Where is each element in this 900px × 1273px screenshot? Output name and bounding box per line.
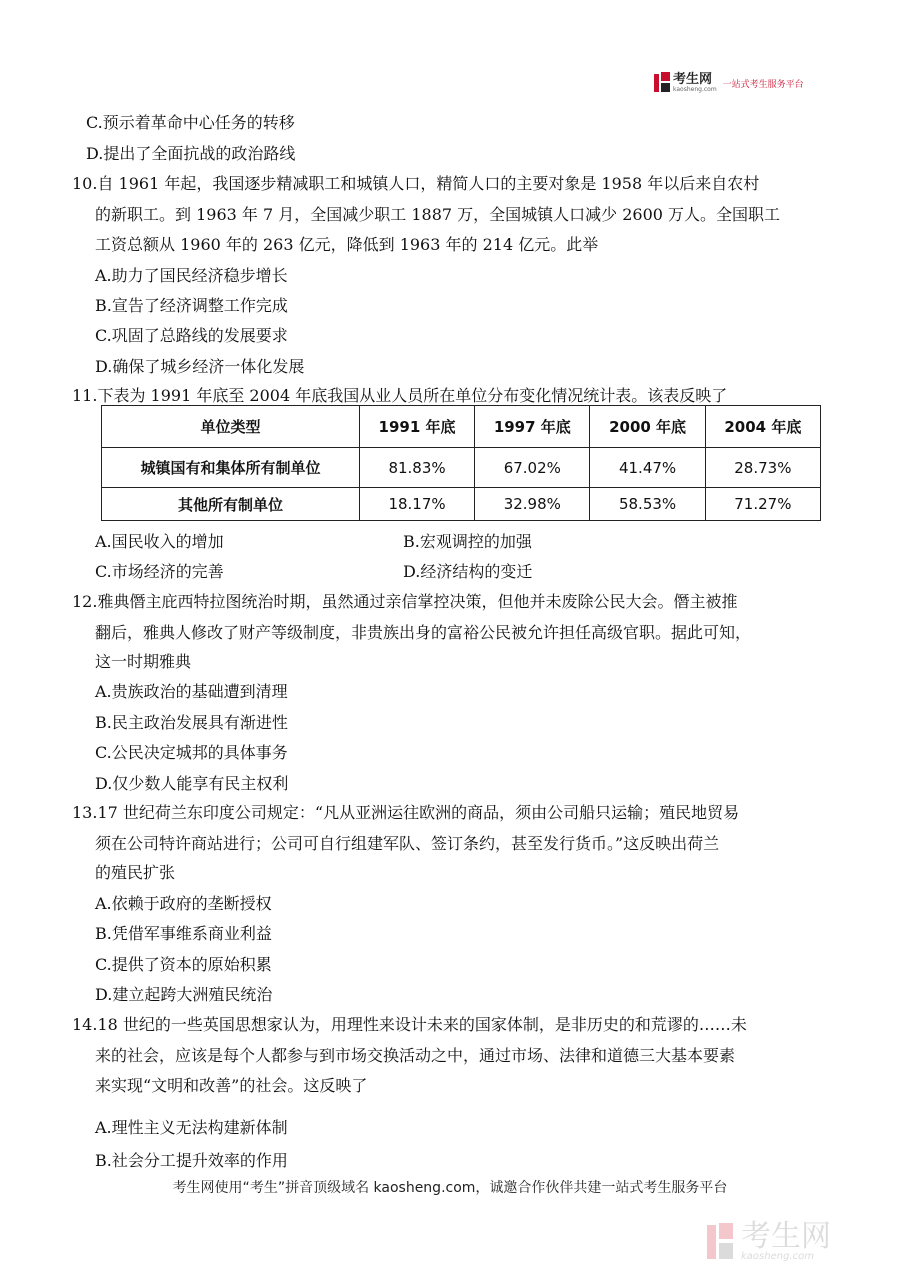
q13-stem-line: 13.17 世纪荷兰东印度公司规定：“凡从亚洲运往欧洲的商品，须由公司船只运输；殖民地贸易 bbox=[72, 803, 740, 822]
q13-option-d: D.建立起跨大洲殖民统治 bbox=[95, 985, 273, 1004]
watermark-url: kaosheng.com bbox=[741, 1251, 814, 1262]
q12-option-b: B.民主政治发展具有渐进性 bbox=[95, 713, 288, 732]
q12-option-d: D.仅少数人能享有民主权利 bbox=[95, 774, 289, 793]
table-row bbox=[102, 448, 821, 488]
table-cell: 58.53% bbox=[590, 488, 705, 521]
watermark-logo bbox=[707, 1219, 831, 1262]
logo-icon bbox=[654, 72, 670, 94]
q13-option-c: C.提供了资本的原始积累 bbox=[95, 955, 272, 974]
employment-distribution-table bbox=[101, 405, 821, 521]
q14-stem-line: 来实现“文明和改善”的社会。这反映了 bbox=[95, 1076, 368, 1095]
q11-option-a: A.国民收入的增加 bbox=[95, 532, 224, 551]
table-header: 单位类型 bbox=[102, 406, 360, 448]
q13-stem-line: 须在公司特许商站进行；公司可自行组建军队、签订条约，甚至发行货币。”这反映出荷兰 bbox=[95, 834, 720, 853]
q10-stem-line: 的新职工。到 1963 年 7 月，全国减少职工 1887 万，全国城镇人口减少 2600 万人。全国职工 bbox=[95, 205, 781, 224]
q10-option-a: A.助力了国民经济稳步增长 bbox=[95, 266, 288, 285]
table-header: 2004 年底 bbox=[705, 406, 820, 448]
table-cell: 28.73% bbox=[705, 448, 820, 488]
q10-stem-line: 10.自 1961 年起，我国逐步精减职工和城镇人口，精简人口的主要对象是 1958 年以后来自农村 bbox=[72, 174, 760, 193]
table-cell: 32.98% bbox=[475, 488, 590, 521]
q14-option-b: B.社会分工提升效率的作用 bbox=[95, 1151, 288, 1170]
q11-option-d: D.经济结构的变迁 bbox=[403, 562, 533, 581]
q10-option-b: B.宣告了经济调整工作完成 bbox=[95, 296, 288, 315]
table-header: 2000 年底 bbox=[590, 406, 705, 448]
table-header-row bbox=[102, 406, 821, 448]
q11-option-b: B.宏观调控的加强 bbox=[403, 532, 532, 551]
q13-stem-line: 的殖民扩张 bbox=[95, 863, 176, 882]
q12-stem-line: 翻后，雅典人修改了财产等级制度，非贵族出身的富裕公民被允许担任高级官职。据此可知， bbox=[95, 623, 752, 642]
q11-stem: 11.下表为 1991 年底至 2004 年底我国从业人员所在单位分布变化情况统计表。该表反映了 bbox=[72, 386, 728, 405]
header-slogan: 一站式考生服务平台 bbox=[722, 79, 804, 90]
table-cell: 18.17% bbox=[359, 488, 474, 521]
logo-url: kaosheng.com bbox=[673, 86, 717, 93]
q12-option-c: C.公民决定城邦的具体事务 bbox=[95, 743, 288, 762]
table-row bbox=[102, 488, 821, 521]
q13-option-a: A.依赖于政府的垄断授权 bbox=[95, 894, 272, 913]
table-cell: 67.02% bbox=[475, 448, 590, 488]
logo-name: 考生网 bbox=[673, 72, 713, 87]
site-logo[interactable] bbox=[654, 71, 804, 95]
q11-option-c: C.市场经济的完善 bbox=[95, 562, 224, 581]
table-header: 1991 年底 bbox=[359, 406, 474, 448]
q10-option-d: D.确保了城乡经济一体化发展 bbox=[95, 357, 305, 376]
q12-stem-line: 这一时期雅典 bbox=[95, 652, 192, 671]
table-cell-label: 其他所有制单位 bbox=[102, 488, 360, 521]
watermark-icon bbox=[707, 1223, 733, 1261]
q10-stem-line: 工资总额从 1960 年的 263 亿元，降低到 1963 年的 214 亿元。此举 bbox=[95, 235, 599, 254]
q13-option-b: B.凭借军事维系商业利益 bbox=[95, 924, 272, 943]
q14-stem-line: 14.18 世纪的一些英国思想家认为，用理性来设计未来的国家体制，是非历史的和荒谬的……未 bbox=[72, 1015, 747, 1034]
q14-stem-line: 来的社会，应该是每个人都参与到市场交换活动之中，通过市场、法律和道德三大基本要素 bbox=[95, 1046, 736, 1065]
page-footer: 考生网使用“考生”拼音顶级域名 kaosheng.com，诚邀合作伙伴共建一站式考生服务平台 bbox=[172, 1180, 728, 1196]
table-cell: 81.83% bbox=[359, 448, 474, 488]
q12-option-a: A.贵族政治的基础遭到清理 bbox=[95, 682, 288, 701]
q12-stem-line: 12.雅典僭主庇西特拉图统治时期，虽然通过亲信掌控决策，但他并未废除公民大会。僭主被推 bbox=[72, 592, 738, 611]
table-cell: 41.47% bbox=[590, 448, 705, 488]
watermark-name: 考生网 bbox=[741, 1219, 831, 1254]
q14-option-a: A.理性主义无法构建新体制 bbox=[95, 1118, 288, 1137]
q9-option-d: D.提出了全面抗战的政治路线 bbox=[86, 144, 296, 163]
q10-option-c: C.巩固了总路线的发展要求 bbox=[95, 326, 288, 345]
table-cell-label: 城镇国有和集体所有制单位 bbox=[102, 448, 360, 488]
table-cell: 71.27% bbox=[705, 488, 820, 521]
q9-option-c: C.预示着革命中心任务的转移 bbox=[86, 113, 295, 132]
table-header: 1997 年底 bbox=[475, 406, 590, 448]
